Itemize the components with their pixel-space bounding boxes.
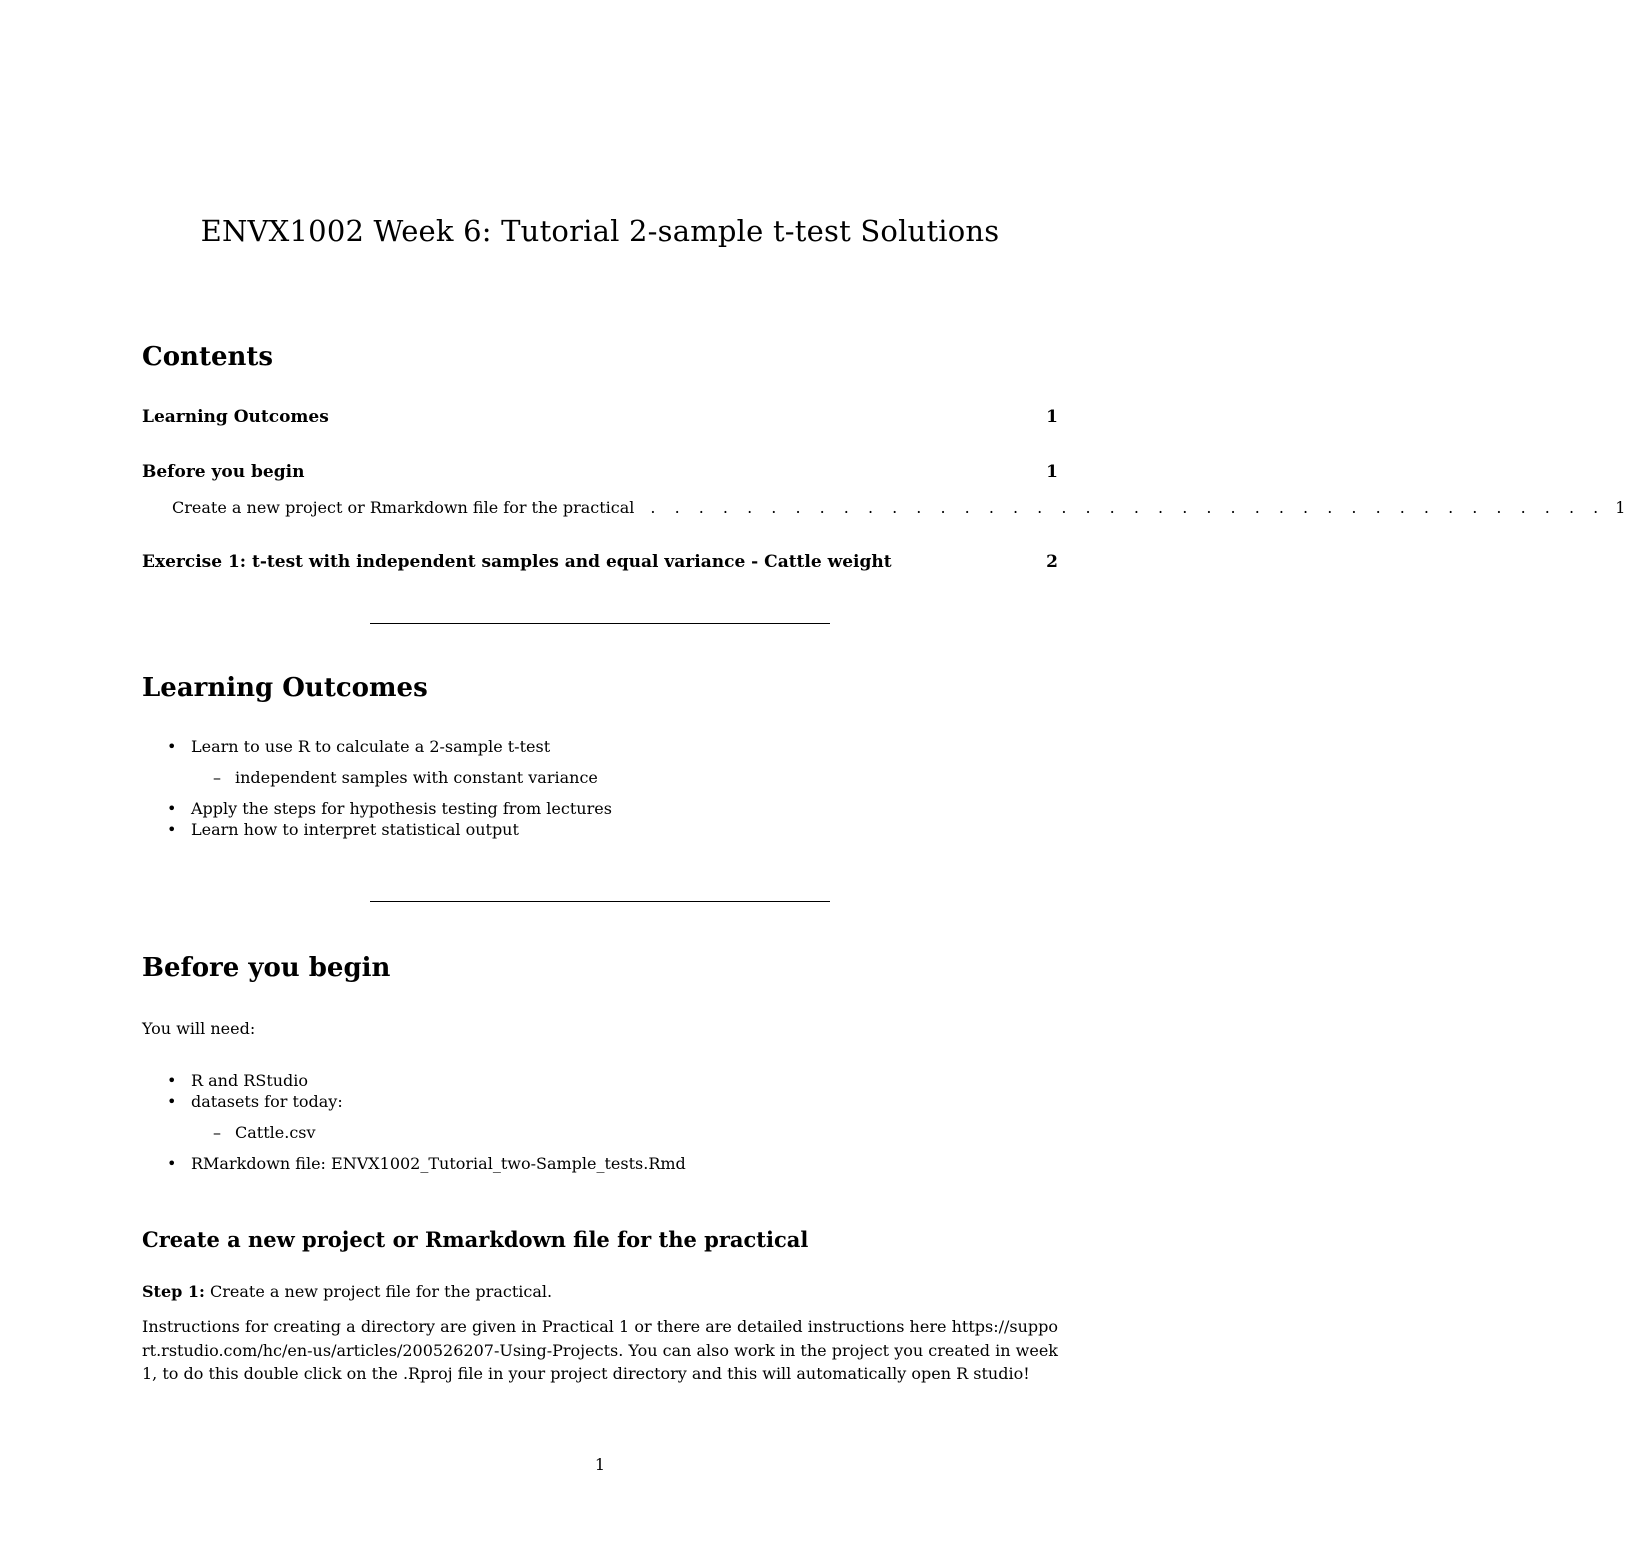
toc-entry-page: 2	[1046, 552, 1058, 572]
toc-entry-page: 1	[1046, 407, 1058, 427]
section-divider	[370, 623, 830, 624]
toc-entry-label: Before you begin	[142, 462, 305, 482]
toc-entry-label: Create a new project or Rmarkdown file for the practical	[172, 498, 635, 517]
document-title: ENVX1002 Week 6: Tutorial 2-sample t-test Solutions	[200, 214, 1000, 248]
toc-entry-label: Learning Outcomes	[142, 407, 329, 427]
list-item-text: Learn to use R to calculate a 2-sample t-test	[191, 737, 551, 756]
list-item: • Apply the steps for hypothesis testing from lectures	[165, 799, 612, 818]
create-project-heading: Create a new project or Rmarkdown file for the practical	[142, 1227, 809, 1252]
step-description: Create a new project file for the practical.	[204, 1282, 553, 1301]
section-divider	[370, 901, 830, 902]
learning-outcomes-list	[165, 737, 612, 839]
list-item: – independent samples with constant variance	[191, 768, 612, 787]
nested-list	[191, 1123, 686, 1142]
toc-entry-exercise-1[interactable]	[142, 552, 1058, 572]
before-you-begin-intro: You will need:	[142, 1019, 256, 1038]
list-item: • Learn how to interpret statistical output	[165, 820, 612, 839]
step-1-text	[142, 1280, 1058, 1304]
toc-entry-page: 1	[1046, 462, 1058, 482]
page-number: 1	[594, 1455, 606, 1474]
list-item-text: datasets for today:	[191, 1092, 343, 1111]
nested-list	[191, 768, 612, 787]
list-item	[165, 1092, 686, 1142]
toc-dot-leader: . . . . . . . . . . . . . . . . . . . . . . . . . . . . . . . . . . . . . . . .	[650, 498, 1606, 517]
step-label: Step 1:	[142, 1282, 205, 1301]
requirements-list	[165, 1071, 686, 1173]
toc-entry-page: 1	[1615, 498, 1625, 517]
before-you-begin-heading: Before you begin	[142, 953, 391, 983]
learning-outcomes-heading: Learning Outcomes	[142, 673, 428, 703]
toc-entry-learning-outcomes[interactable]	[142, 407, 1058, 427]
list-item: – Cattle.csv	[191, 1123, 686, 1142]
toc-entry-create-project[interactable]	[172, 498, 1625, 517]
list-item: • RMarkdown file: ENVX1002_Tutorial_two-Sample_tests.Rmd	[165, 1154, 686, 1173]
toc-entry-before-you-begin[interactable]	[142, 462, 1058, 482]
toc-entry-label: Exercise 1: t-test with independent samples and equal variance - Cattle weight	[142, 552, 892, 572]
contents-heading: Contents	[142, 342, 274, 372]
list-item: • R and RStudio	[165, 1071, 686, 1090]
list-item	[165, 737, 612, 787]
instructions-paragraph: Instructions for creating a directory are given in Practical 1 or there are detailed instructions here https://support.rstudio.com/hc/en-us/articles/200526207-Using-Projects. You can also work in the project you created in week 1, to do this double click on the .Rproj file in your project directory and this will automatically open R studio!	[142, 1317, 1058, 1383]
